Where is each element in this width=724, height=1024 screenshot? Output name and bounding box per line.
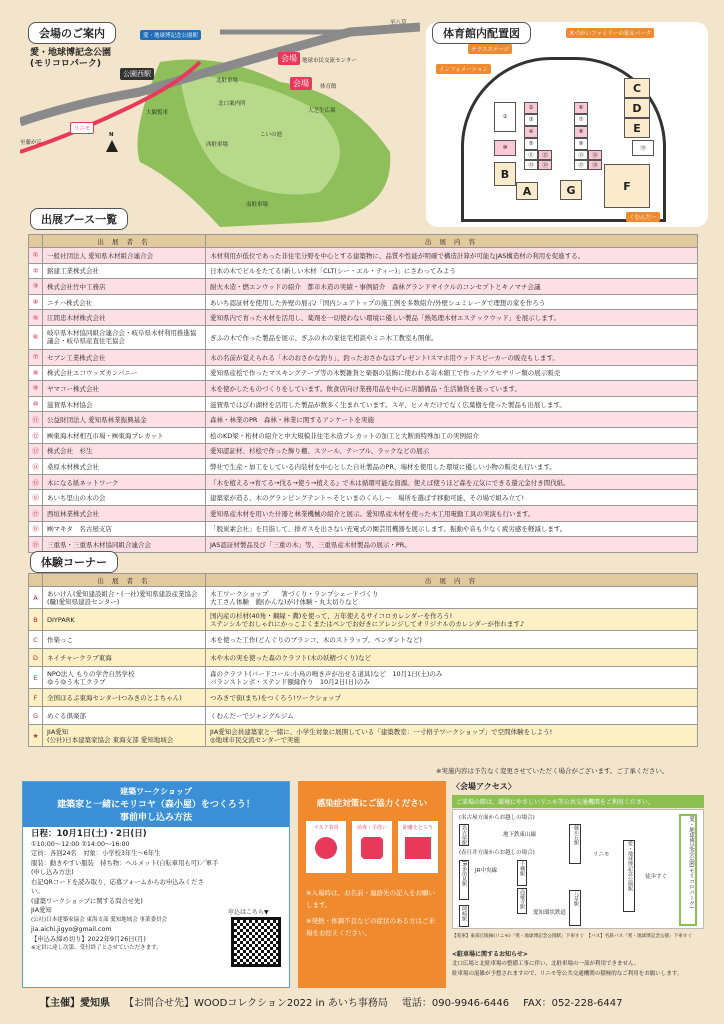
booth-name: 桑原木材株式会社 [43,459,206,475]
booth-content: 愛知県産木材を用いた什器と林業機械の紹介と展示。愛知県産木材を使った木工用電動工具の実演も行います。 [206,505,698,521]
booth-slot: ⑭ [538,160,552,170]
table-row [29,505,698,521]
exp-letter: E [29,667,43,689]
venue-map [20,22,420,227]
info-label: インフォメーション [436,64,491,74]
table-row [29,263,698,279]
booth-number: ④ [29,294,43,310]
booth-name: 株式会社竹中工務店 [43,279,206,295]
table-row [29,248,698,264]
table-row [29,649,698,667]
table-row [29,725,698,747]
covid-p1: ※入場時は、お名前・連絡先の記入をお願いします。 [306,889,435,909]
exp-head-name: 出 展 者 名 [43,574,206,587]
subway-line: 地下鉄東山線 [503,832,537,838]
exp-letter: G [29,707,43,725]
booth-slot: ⑫ [538,150,552,160]
workshop-t2: 建築家と一緒にモリコヤ（森小屋）をつくろう！ [57,800,255,810]
booth-content: 弊社で生産・加工をしている内装材を中心とした自社製品のPR、端材を使用した環境に優しい小物の販売も行います。 [206,459,698,475]
zone-block: C [624,78,650,98]
booth-content: 愛知県産桧で作ったマスキングテープ等の木製雑貨と楽器の装飾に使われる寄木細工で作ったアクセサリー類の展示販売 [206,365,698,381]
booth-content: あいち認証材を使用した外壁の展示/「国内シェアトップの施工例を多数紹介/外壁シュミレータで理想の家を作ろう [206,294,698,310]
table-row [29,412,698,428]
workshop-apply-h: (申し込み方法) [31,869,74,876]
table-row [29,310,698,326]
booth-slot: ⑱ [588,160,602,170]
table-row [29,587,698,609]
from-kasugai: (春日井方面からお越しの場合) [459,850,535,856]
wash-icon: 消毒・手洗い [352,821,392,873]
access-legend: 【電車】東部丘陵線(リニモ)「愛・地球博記念公園駅」下車すぐ 【バス】名鉄バス「愛・地球博記念公園」下車すぐ [452,934,693,939]
booth-content: 愛知認証材、杉桧で作った飾り棚、スツール、テーブル、ラックなどの展示 [206,443,698,459]
chuo-line: JR中央線 [475,868,497,874]
booth-content: JAS認証材製品及び「三重の木」等、三重県産木材製品の展示・PR。 [206,537,698,553]
exp-content: 木を使った工作(どんぐりのブランコ、木のストラップ、ペンダントなど) [206,631,698,649]
exp-letter: D [29,649,43,667]
gym-layout [426,22,708,227]
parking-1: 北口広場と北駐車場の整備工事に伴い、北駐車場の一部が利用できません。 [452,961,640,967]
booth-name: 滋賀県木材協会 [43,396,206,412]
exp-name: NPO法人 もりの学舎自然学校 ゆうゆう木工クラブ [43,667,206,689]
booth-number: ⑪ [29,412,43,428]
venue-1: 会場 [278,52,300,65]
workshop-t3: 事前申し込み方法 [119,813,192,823]
booth-number: ⑦ [29,349,43,365]
booth-content: 日本の木でビルをたてる!新しい木材「CLT(シー・エル・ティー)」にさわってみよう [206,263,698,279]
footer-sponsor: 【主催】愛知県 [40,998,110,1009]
exp-letter: A [29,587,43,609]
covid-p2: ※発熱・体調不良などの症状のある方はご来場をお控えください。 [306,917,435,937]
exp-content: JIA愛知会員建築家と一緒に、小学生対象に展開している「建築教室：一寸格子ワークショップ」で空間体験をしよう! ◎地球市民交流センターで実施 [206,725,698,747]
walk-label: 徒歩すぐ [645,874,668,880]
wood-family-label: 木づかいファミリーの家＆パーク [566,28,654,38]
covid-title: 感染症対策にご協力ください [316,799,428,809]
west-parking-label: 西駐車場 [206,142,229,148]
booth-slot: ② [524,102,538,114]
workshop-deadline2: ※定員に達し次第、受付終了とさせていただきます。 [31,945,162,951]
booth-table [28,234,698,553]
booth-content: 木材利用が低位であった非住宅分野を中心とする建築物に、品質や性能が明確で構造計算が可能なJAS構造材の利用を促進する。 [206,248,698,264]
exp-name: めぐる倶楽部 [43,707,206,725]
table-row [29,427,698,443]
terrace-label: テラスステージ [468,44,512,54]
map-title: 会場のご案内 [28,22,116,44]
table-row [29,443,698,459]
kozoji-station: 高蔵寺駅 [517,888,527,914]
mask-icon: マスク着用 [306,821,346,873]
footer-tel: 電話：090-9946-6446 [401,998,510,1009]
booth-number: ⑥ [29,325,43,349]
table-row [29,667,698,689]
booth-number: ① [29,248,43,264]
north-label: N [109,132,114,138]
booth-slot: ① [494,102,516,132]
station-west: 公園西駅 [120,68,154,80]
zone-block: E [624,118,650,138]
booth-content: 森林・林業のPR 森林・林業に関するアンケートを実施 [206,412,698,428]
booth-content: 木の名前が覚えられる「木のおさかな釣り」、釣ったおさかなはプレゼント!スマホ用ウッドスピーカーの販売もします。 [206,349,698,365]
workshop-inq2: (公社)日本建築家協会 東海支部 愛知地域会 事業委員会 [31,916,168,923]
parking-2: 駐車場の混雑が予想されますので、リニモ等公共交通機関の積極的なご利用をお願いします。 [452,971,683,977]
footer [40,994,700,1009]
exp-letter: ★ [29,725,43,747]
exp-content: 森のクラフト(バードコール:小鳥の鳴き声が出せる道具)など 10月1日(土)のみ バランストンボ・ステンド額縁作り 10月2日(日)のみ [206,667,698,689]
dest-box: 愛・地球博記念公園(モリコロパーク) [679,814,697,926]
booth-name: 一般社団法人 愛知県木材組合連合会 [43,248,206,264]
booth-name: 銘建工業株式会社 [43,263,206,279]
table-row [29,537,698,553]
table-row [29,707,698,725]
access-diagram [452,809,704,929]
exp-content: 木や木の実を使った森のクラフト(木の妖精づくり)など [206,649,698,667]
table-row [29,365,698,381]
toll-label: 至八草 [390,20,407,26]
booth-number: ⑱ [29,521,43,537]
workshop-inq1: JIA愛知 [31,907,52,914]
qr-code[interactable] [231,917,281,967]
exp-title: 体験コーナー [30,551,118,573]
booth-name: あいち里山の木の会 [43,490,206,506]
booth-content: 『木を植える→育てる→伐る→使う→植える』で木は循環可能な資源。使えば使うほど森を元気にできる還元金付き間伐紙。 [206,474,698,490]
booth-name: 西垣林業株式会社 [43,505,206,521]
table-row [29,349,698,365]
exp-content: くむんだーでジャングルジム [206,707,698,725]
chikusa-station: 千種駅 [517,860,527,886]
covid-box [298,781,446,988]
booth-number: ⑲ [29,537,43,553]
table-row [29,325,698,349]
booth-content: 「脱炭素会社」を目指して、排ガスを出さない充電式の園芸用機器を展示します。振動や音も少なく疲労感を軽減します。 [206,521,698,537]
exp-content: つみきで街(まち)をつくろう!ワークショップ [206,689,698,707]
booth-slot: ⑯ [588,150,602,160]
booth-head-content: 出 展 内 容 [206,235,698,248]
zone-block: F [604,164,650,208]
booth-slot: ⑦ [574,114,588,126]
park-station: 愛・地球博記念公園駅 [623,840,635,912]
exp-content: 国内産の杉材(40角・鋼縁・糞)を使って、万年使えるサイコロカレンダーを作ろう! ステンシルでおしゃれにかっこよくまたはペンでお好きにアレンジしてオリジナルのカレンダーが作れます♪ [206,609,698,631]
workshop-apply: 右記QRコードを読み取り、応募フォームからお申込みください。 [31,878,204,895]
pond-label: こいの池 [260,132,283,138]
booth-number: ⑫ [29,427,43,443]
workshop-times: ①10:00〜12:00 ②14:00〜16:00 [31,840,130,848]
workshop-inq-h: (建築ワークショップに関する問合せ先) [31,897,143,905]
zone-block: B [494,162,516,186]
layout-title: 体育館内配置図 [432,22,531,44]
booth-number: ⑭ [29,459,43,475]
booth-list-title: 出展ブース一覧 [30,208,128,230]
exp-letter: B [29,609,43,631]
table-row [29,490,698,506]
fujigaoka-station: 藤が丘駅 [569,824,581,864]
booth-number: ⑩ [29,396,43,412]
workshop-t1: 建築ワークショップ [120,787,192,796]
station-park: 愛・地球博記念公園駅 [140,30,201,40]
booth-slot: ④ [524,126,538,138]
notice: ※実施内容は予告なく変更させていただく場合がございます。ご了承ください。 [436,767,669,775]
booth-content: 愛知県内で育った木材を活用し、薬剤を一切使わない環境に優しい製品「熱処理木材エステックウッド」を展示します。 [206,310,698,326]
lawn-label: 大芝生広場 [308,108,336,114]
booth-name: 株式会社エコウッズカンパニー [43,365,206,381]
footer-fax: FAX：052-228-6447 [523,998,623,1009]
exp-name: DIYPARK [43,609,206,631]
tamon-station: JR多治見駅 [459,860,469,900]
booth-slot: ⑪ [524,150,538,160]
workshop-deadline: 【申込み締め切り】2022年9月26日(月) [31,935,146,943]
workshop-inq3: jia.aichi.jigyo@gmail.com [31,926,112,933]
exp-name: 作楽っこ [43,631,206,649]
table-row [29,459,698,475]
booth-name: 木になる紙ネットワーク [43,474,206,490]
booth-number: ⑨ [29,381,43,397]
booth-name: 岐阜県木材協同組合連合会・岐阜県木材利用推進協議会・岐阜県産直住宅協会 [43,325,206,349]
north-arrow-icon [106,140,118,152]
booth-content: 滋賀県ではびわ湖材を活用した製品が数多く生まれています。スギ、ヒノキだけでなく広葉樹を使った製品も出展します。 [206,396,698,412]
booth-name: 江間忠木材株式会社 [43,310,206,326]
exp-name: あいけん(愛知建設組合・(一社)愛知県建設産業協会(職)愛知県建設センター) [43,587,206,609]
booth-name: 三重県・三重県木材協同組合連合会 [43,537,206,553]
booth-content: 桧のKD梁・桁材の紹介と中大規模非住宅木造プレカットの加工と大断面特殊加工の実例紹介 [206,427,698,443]
booth-number: ⑤ [29,310,43,326]
booth-number: ③ [29,279,43,295]
table-row [29,381,698,397]
exp-head-content: 出 展 内 容 [206,574,698,587]
kumalta-label: くむんだー [626,212,660,222]
booth-slot: ⑲ [632,140,654,156]
access-box [452,781,704,988]
nagoya-station: 名古屋駅 [461,825,467,845]
yakusa-station: 八草駅 [569,890,581,926]
booth-name: ㈱東海木材相互市場・㈱東海プレカット [43,427,206,443]
from-nagoya: (名古屋方面からお越しの場合) [459,815,535,821]
booth-number: ② [29,263,43,279]
booth-content: ぎふの木で作った製品を展示、ぎふの木の家住宅相談やミニ木工教室も開催。 [206,325,698,349]
booth-slot: ③ [524,114,538,126]
booth-number: ⑰ [29,505,43,521]
linimo-line: リニモ [593,852,610,858]
exp-letter: C [29,631,43,649]
park-name: 愛・地球博記念公園 [30,48,112,58]
workshop-wear: 服装：動きやすい服装 持ち物：ヘルメット(自転車用も可)／軍手 [31,859,219,867]
workshop-head [23,782,289,827]
north-guide-label: 北口案内所 [218,101,246,107]
booth-name: 株式会社 杉生 [43,443,206,459]
booth-slot: ⑥ [574,102,588,114]
workshop-cap: 定員：各回24名 対象：小学校3年生〜6年生 [31,850,161,857]
exp-content: 木工ワークショップ 箸づくり・ランプシェードづくり 大工さん体験 鉋(かんな)がけ体験・丸太切りなど [206,587,698,609]
booth-slot: ⑧ [574,126,588,138]
booth-number: ⑯ [29,490,43,506]
zone-block: D [624,98,650,118]
table-row [29,689,698,707]
zone-block: G [560,180,582,200]
kanjo-line: 愛知環状鉄道 [533,910,567,916]
booth-content: 耐火木造・燃エンウッドの紹介 都市木造の実績・事例紹介 森林グランドサイクルのコンセプトとキノマチ会議 [206,279,698,295]
table-row [29,474,698,490]
booth-slot: ⑰ [574,160,588,170]
table-row [29,631,698,649]
booth-slot: ⑬ [524,160,538,170]
workshop-date: 日程：10月1日(土)・2日(日) [31,829,147,839]
gym-label: 体育館 [320,84,337,90]
exp-name: 全国ほるぷ東海センター(つみきのとよちゃん) [43,689,206,707]
okazaki-station: 岡崎駅 [459,905,469,927]
booth-name: ニチハ株式会社 [43,294,206,310]
distance-icon: 距離をとろう [398,821,438,873]
south-parking-label: 南駐車場 [246,202,269,208]
venue-2: 会場 [290,77,312,90]
table-row [29,396,698,412]
parking-h: <駐車場に関するお知らせ> [452,951,528,958]
footer-inq: 【お問合せ先】WOODコレクション2022 in あいち事務局 [124,998,388,1009]
exp-name: JIA愛知 (公社)日本建築家協会 東海支部 愛知地域会 [43,725,206,747]
booth-number: ⑮ [29,474,43,490]
booth-number: ⑧ [29,365,43,381]
booth-slot: ⑨ [574,138,588,150]
center-label: 地球市民交流センター [302,58,357,64]
booth-name: ヤマコー株式会社 [43,381,206,397]
nagakute-label: 至藤が丘 [20,140,43,146]
exp-table [28,573,698,747]
zone-block: A [516,182,538,200]
ferris-label: 大観覧車 [146,110,169,116]
exp-letter: F [29,689,43,707]
booth-content: 木を使かしたものづくりをしています。飲食店向け業務用品を中心に店舗備品・生活雑貨を扱っています。 [206,381,698,397]
booth-slot: ⑩ [494,140,516,156]
booth-number: ⑬ [29,443,43,459]
access-sub: ご来場の際は、環境にやさしいリニモ等公共交通機関をご利用ください。 [452,795,704,808]
booth-slot: ⑮ [574,150,588,160]
booth-name: セブン工業株式会社 [43,349,206,365]
access-title: 〈会場アクセス〉 [452,782,516,791]
park-sub: (モリコロパーク) [30,59,102,69]
booth-slot: ⑤ [524,138,538,150]
booth-head-name: 出 展 者 名 [43,235,206,248]
exp-name: ネイチャークラブ東海 [43,649,206,667]
qr-label: 申込はこちら▼ [228,909,269,916]
table-row [29,279,698,295]
booth-name: 公益財団法人 愛知県林業振興基金 [43,412,206,428]
table-row [29,521,698,537]
table-row [29,609,698,631]
booth-name: ㈱マキタ 名古屋支店 [43,521,206,537]
north-parking-label: 北駐車場 [216,78,239,84]
table-row [29,294,698,310]
workshop-box [22,781,290,988]
booth-content: 建築家が造る、木のグランピングテント〜そといまのくらし〜 場所を選ばず移動可能、その場で組み立て! [206,490,698,506]
linimo-label: リニモ [70,122,94,134]
